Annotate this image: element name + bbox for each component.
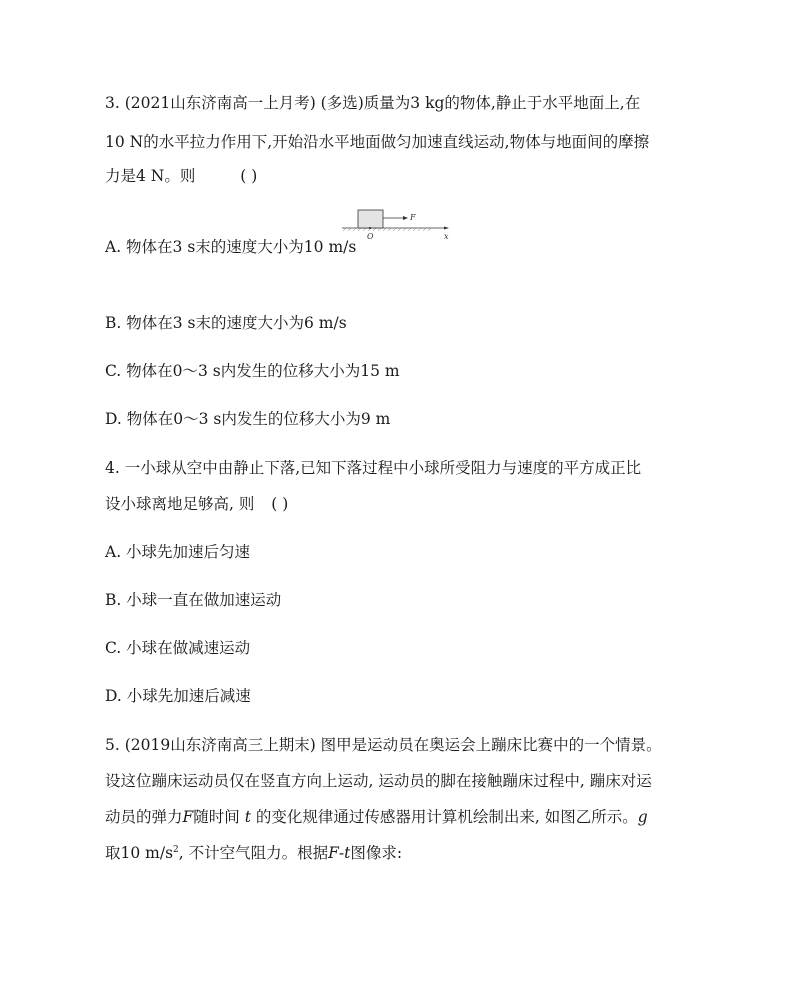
q5-var-g: g <box>637 808 648 826</box>
q3-option-a: A. 物体在3 s末的速度大小为10 m/s <box>105 238 357 256</box>
q3-stem-line3 <box>105 165 257 187</box>
q5-dash: - <box>338 844 345 862</box>
q4-option-b: B. 小球一直在做加速运动 <box>105 591 282 609</box>
q4-option-d: D. 小球先加速后减速 <box>105 687 251 705</box>
q3-stem-line2: 10 N的水平拉力作用下,开始沿水平地面做匀加速直线运动,物体与地面间的摩擦 <box>105 133 650 151</box>
force-label: F <box>410 213 416 222</box>
q5-stem-line3 <box>105 806 648 828</box>
q5-text-c: 的变化规律通过传感器用计算机绘制出来, 如图乙所示。 <box>255 808 638 826</box>
q5-stem-line1: 5. (2019山东济南高三上期末) 图甲是运动员在奥运会上蹦床比赛中的一个情景。 <box>105 736 662 754</box>
block <box>358 210 383 228</box>
q4-stem-line1: 4. 一小球从空中由静止下落,已知下落过程中小球所受阻力与速度的平方成正比 <box>105 459 642 477</box>
q5-text-d: 取10 m/s <box>105 844 174 862</box>
q5-var-t: t <box>244 808 251 826</box>
q5-stem-line4 <box>105 842 402 864</box>
q4-stem-text: 设小球离地足够高, 则 <box>105 495 255 513</box>
ground-hatching <box>343 228 431 231</box>
q5-text-e: , 不计空气阻力。根据 <box>178 844 329 862</box>
origin-label: O <box>367 232 374 241</box>
q3-stem-text: 力是4 N。则 <box>105 167 196 185</box>
q3-figure <box>340 204 455 244</box>
q5-stem-line2: 设这位蹦床运动员仅在竖直方向上运动, 运动员的脚在接触蹦床过程中, 蹦床对运 <box>105 772 652 790</box>
q4-option-a: A. 小球先加速后匀速 <box>105 543 251 561</box>
q3-stem-line1: 3. (2021山东济南高一上月考) (多选)质量为3 kg的物体,静止于水平地面上,在 <box>105 94 641 112</box>
q4-stem-line2 <box>105 493 288 515</box>
q3-option-d: D. 物体在0～3 s内发生的位移大小为9 m <box>105 410 391 428</box>
q5-text-b: 随时间 <box>193 808 240 826</box>
q4-option-c: C. 小球在做减速运动 <box>105 639 251 657</box>
q3-option-b: B. 物体在3 s末的速度大小为6 m/s <box>105 314 347 332</box>
q3-option-c: C. 物体在0～3 s内发生的位移大小为15 m <box>105 362 400 380</box>
axis-arrowhead <box>444 227 449 230</box>
force-arrowhead <box>403 216 408 220</box>
q5-superscript: 2 <box>173 844 179 855</box>
q5-text-a: 动员的弹力 <box>105 808 183 826</box>
axis-label: x <box>444 232 449 241</box>
q5-var-F: F <box>182 808 194 826</box>
origin-point <box>369 227 371 229</box>
q5-text-f: 图像求: <box>350 844 403 862</box>
q5-var-F2: F <box>328 844 339 862</box>
q3-answer-blank: ( ) <box>240 167 258 185</box>
q4-answer-blank: ( ) <box>271 495 289 513</box>
q5-var-t2: t <box>344 844 351 862</box>
